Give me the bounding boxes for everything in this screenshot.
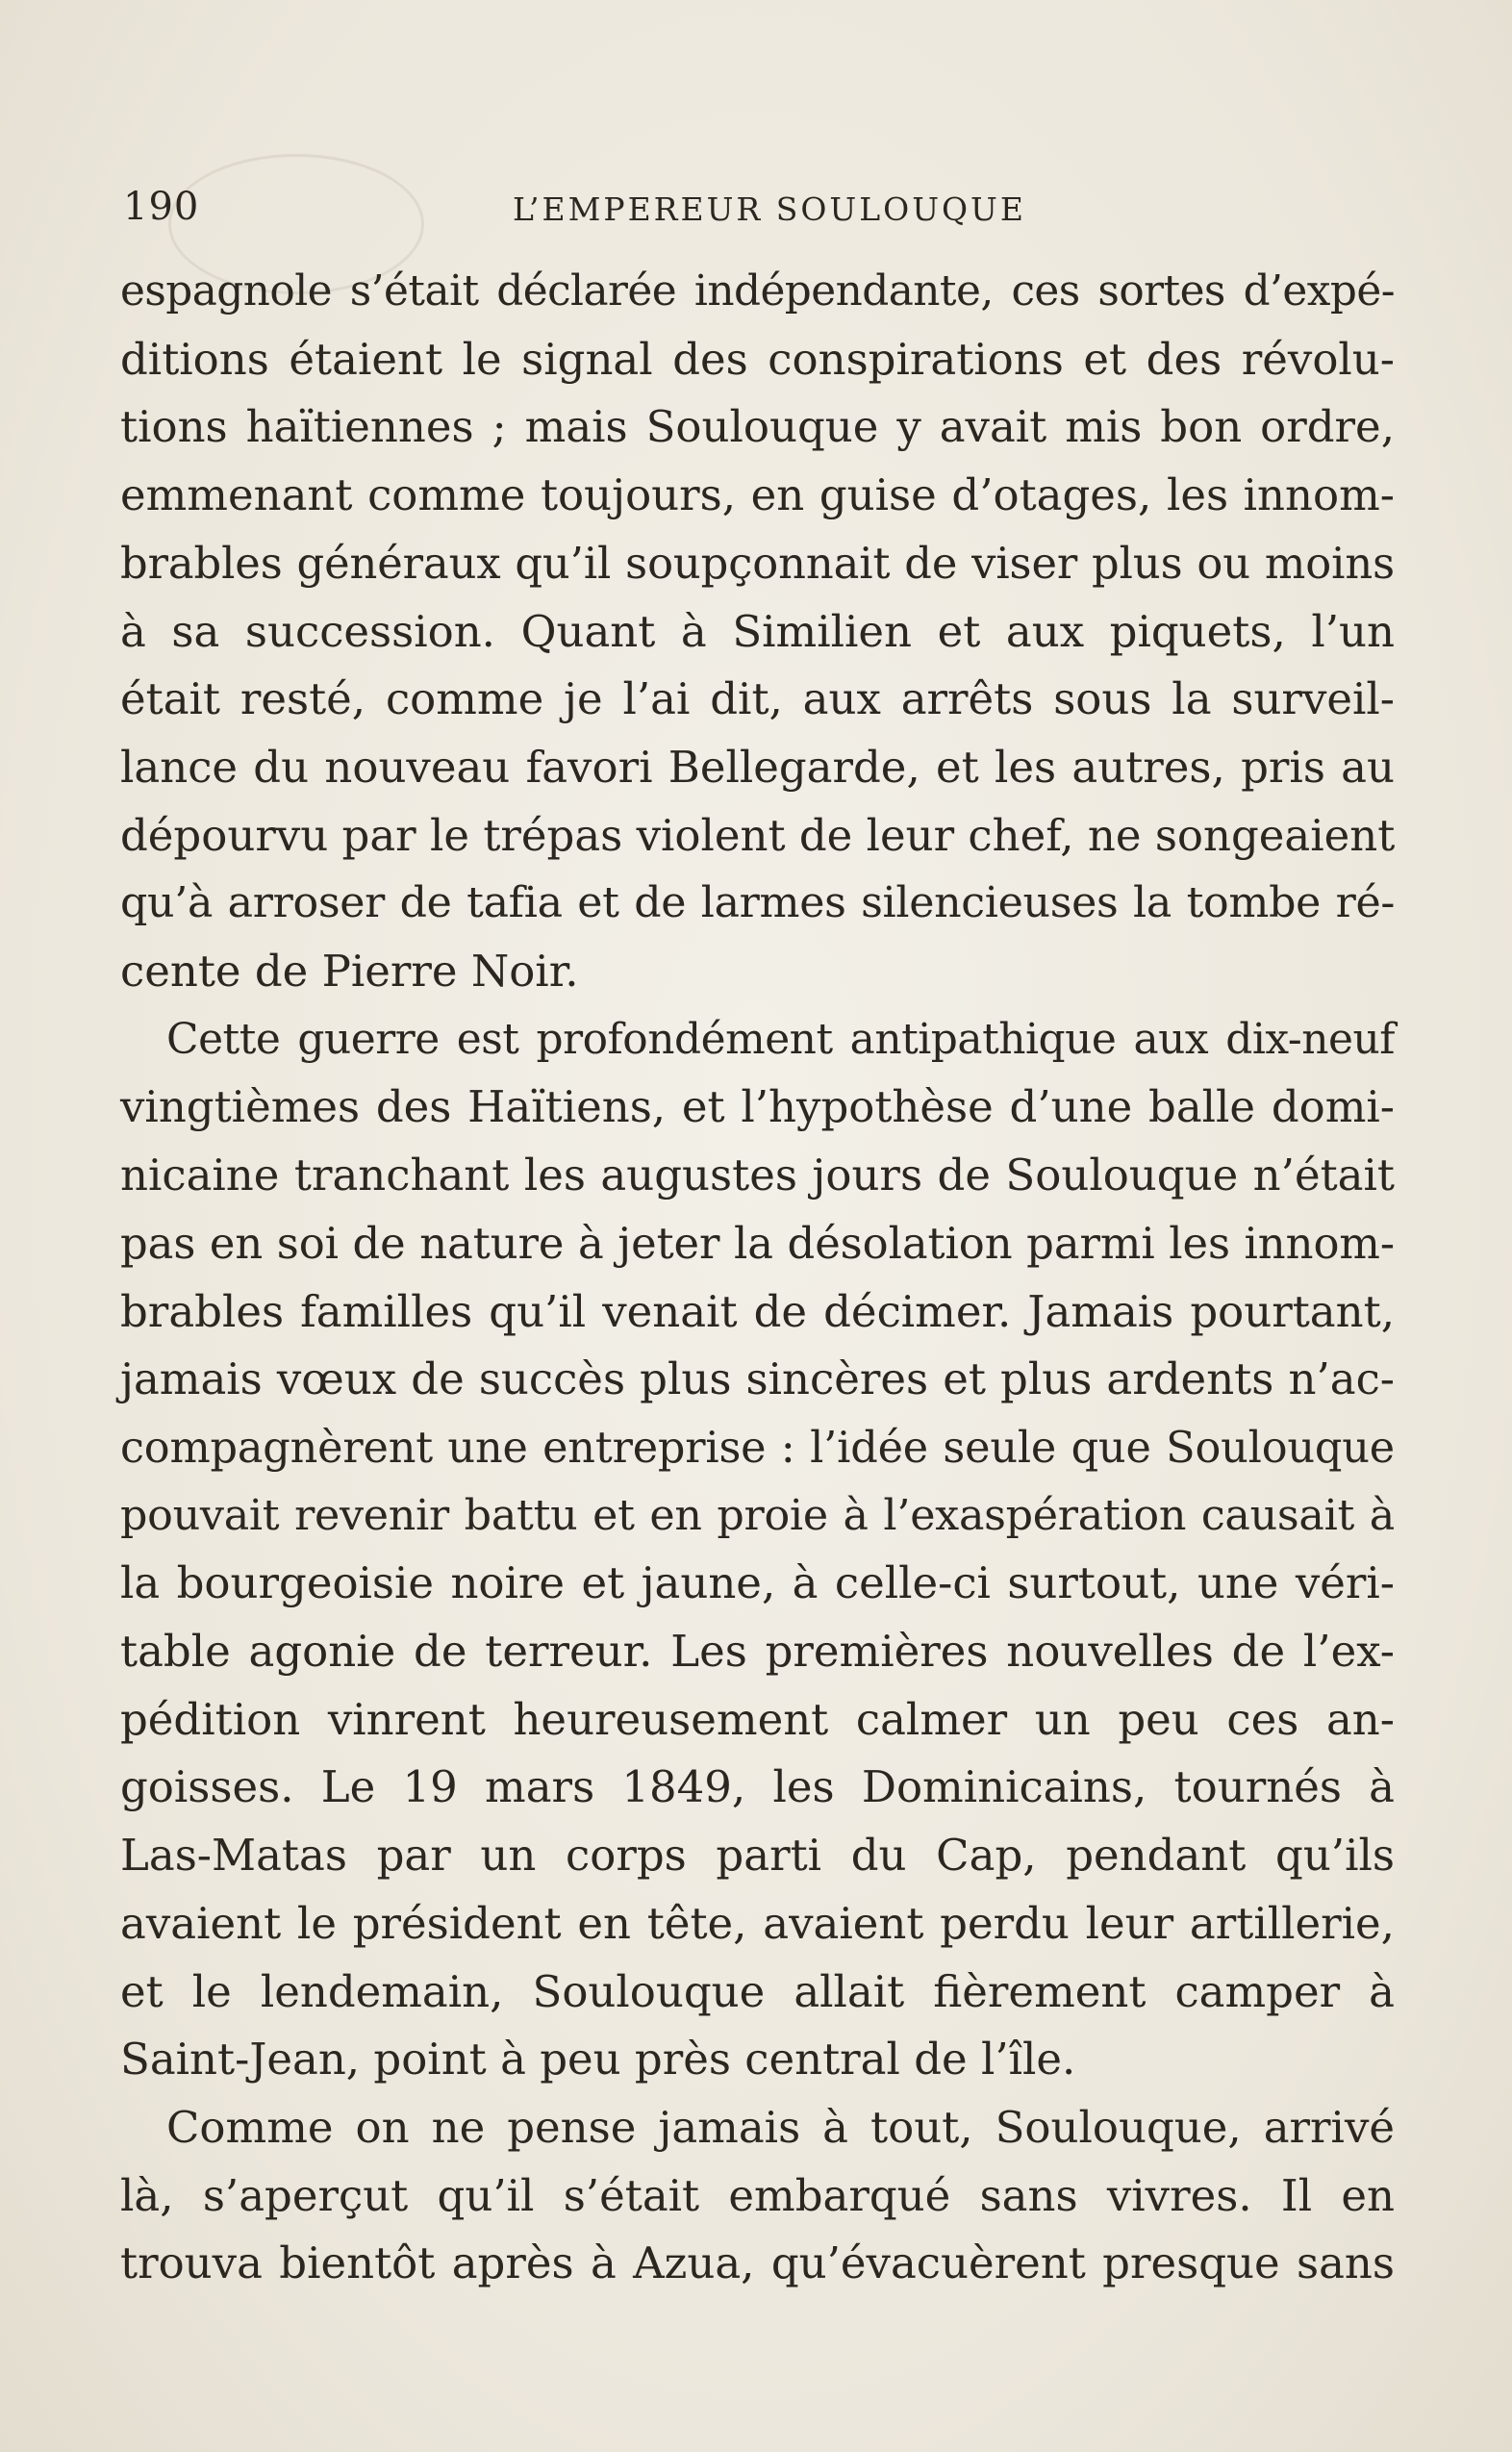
text-line: pouvait revenir battu et en proie à l’exaspération causait à bbox=[120, 1490, 1395, 1540]
text-line: brables généraux qu’il soupçonnait de viser plus ou moins bbox=[120, 537, 1395, 589]
text-line: à sa succession. Quant à Similien et aux piquets, l’un bbox=[120, 605, 1395, 657]
text-line: dépourvu par le trépas violent de leur chef, ne songeaient bbox=[120, 809, 1396, 861]
running-title: L’EMPEREUR SOULOUQUE bbox=[513, 190, 1026, 228]
text-line: ditions étaient le signal des conspirations et des révolu- bbox=[120, 333, 1395, 385]
body-text bbox=[120, 258, 1395, 2298]
text-line: pédition vinrent heureusement calmer un peu ces an- bbox=[120, 1693, 1395, 1745]
text-line: Cette guerre est profondément antipathique aux dix-neuf bbox=[166, 1014, 1395, 1064]
text-line: espagnole s’était déclarée indépendante, ces sortes d’expé- bbox=[120, 266, 1395, 316]
text-line: la bourgeoisie noire et jaune, à celle-ci surtout, une véri- bbox=[120, 1557, 1395, 1609]
text-line: Las-Matas par un corps parti du Cap, pendant qu’ils bbox=[120, 1830, 1395, 1882]
text-line: compagnèrent une entreprise : l’idée seule que Soulouque bbox=[120, 1422, 1395, 1473]
text-line: nicaine tranchant les augustes jours de Soulouque n’était bbox=[120, 1150, 1395, 1201]
text-line: goisses. Le 19 mars 1849, les Dominicains, tournés à bbox=[120, 1761, 1395, 1813]
text-line: Comme on ne pense jamais à tout, Soulouque, arrivé bbox=[166, 2101, 1395, 2153]
page-header bbox=[123, 185, 1393, 242]
text-line: cente de Pierre Noir. bbox=[120, 946, 579, 998]
text-line: table agonie de terreur. Les premières nouvelles de l’ex- bbox=[120, 1626, 1395, 1678]
page-number: 190 bbox=[123, 185, 200, 229]
text-line: brables familles qu’il venait de décimer. Jamais pourtant, bbox=[120, 1285, 1395, 1337]
text-line: pas en soi de nature à jeter la désolation parmi les innom- bbox=[120, 1217, 1395, 1269]
text-line: tions haïtiennes ; mais Soulouque y avait mis bon ordre, bbox=[120, 401, 1395, 453]
paragraph-3 bbox=[120, 2094, 1395, 2298]
text-line: trouva bientôt après à Azua, qu’évacuèrent presque sans bbox=[120, 2237, 1395, 2289]
text-line: jamais vœux de succès plus sincères et plus ardents n’ac- bbox=[120, 1353, 1395, 1405]
text-line: Saint-Jean, point à peu près central de l’île. bbox=[120, 2034, 1076, 2085]
paragraph-2 bbox=[120, 1006, 1395, 2094]
text-line: était resté, comme je l’ai dit, aux arrêts sous la surveil- bbox=[120, 673, 1395, 725]
text-line: avaient le président en tête, avaient perdu leur artillerie, bbox=[120, 1897, 1395, 1949]
paragraph-1 bbox=[120, 258, 1395, 1006]
text-line: et le lendemain, Soulouque allait fièrement camper à bbox=[120, 1965, 1395, 2017]
text-line: emmenant comme toujours, en guise d’otages, les innom- bbox=[120, 469, 1395, 521]
text-line: lance du nouveau favori Bellegarde, et les autres, pris au bbox=[120, 741, 1395, 793]
text-line: vingtièmes des Haïtiens, et l’hypothèse d’une balle domi- bbox=[120, 1081, 1395, 1133]
text-line: là, s’aperçut qu’il s’était embarqué sans vivres. Il en bbox=[120, 2169, 1395, 2221]
text-line: qu’à arroser de tafia et de larmes silencieuses la tombe ré- bbox=[120, 878, 1395, 928]
